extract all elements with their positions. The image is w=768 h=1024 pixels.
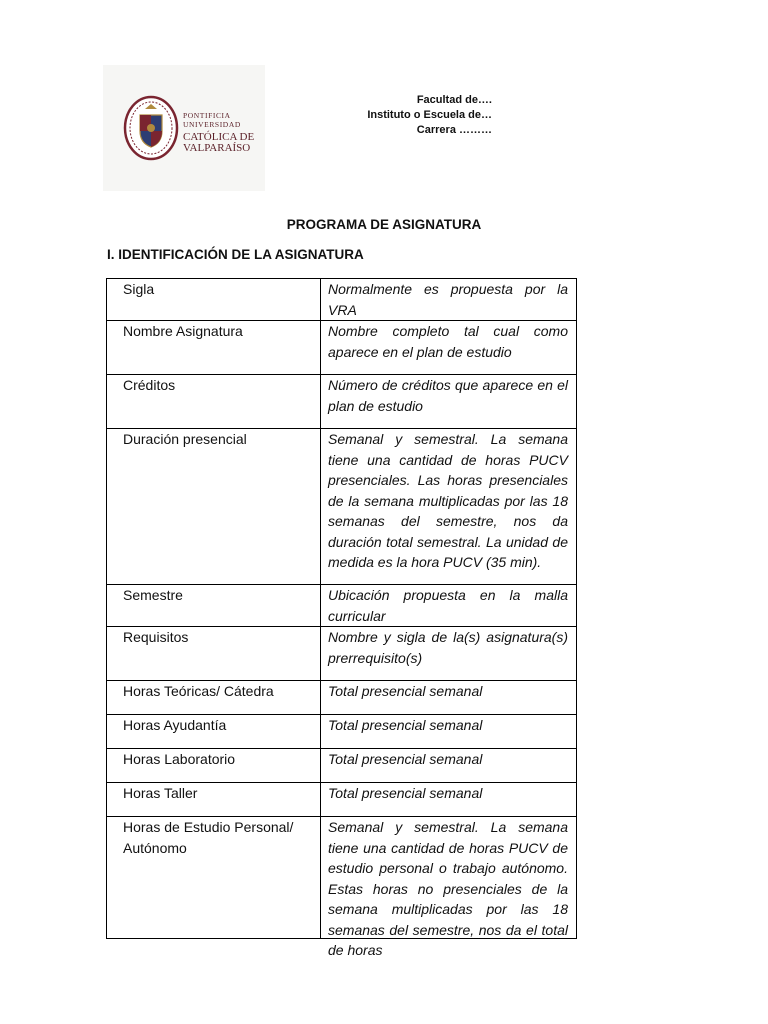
row-value: Total presencial semanal (321, 681, 577, 715)
row-value: Nombre y sigla de la(s) asignatura(s) prerrequisito(s) (321, 627, 577, 681)
facultad-line: Facultad de…. (416, 94, 492, 106)
identification-table (106, 278, 577, 958)
row-value: Número de créditos que aparece en el plan de estudio (321, 375, 577, 429)
document-title: PROGRAMA DE ASIGNATURA (286, 217, 482, 232)
row-label: Requisitos (107, 627, 321, 681)
instituto-line: Instituto o Escuela de… (367, 109, 492, 121)
table-row (107, 321, 577, 375)
row-label: Sigla (107, 279, 321, 321)
row-value: Normalmente es propuesta por la VRA (321, 279, 577, 321)
faculty-header (330, 93, 492, 138)
row-value: Semanal y semestral. La semana tiene una cantidad de horas PUCV presenciales. Las horas presenciales de la semana multiplicadas por las 18 semanas del semestre, nos da duración total semestral. La unidad de medida es la hora PUCV (35 min). (321, 429, 577, 585)
row-label: Horas Laboratorio (107, 749, 321, 783)
row-label: Horas Taller (107, 783, 321, 817)
row-label: Créditos (107, 375, 321, 429)
row-label: Duración presencial (107, 429, 321, 585)
row-label: Semestre (107, 585, 321, 627)
table-row (107, 429, 577, 585)
row-value: Total presencial semanal (321, 715, 577, 749)
row-value: Semanal y semestral. La semana tiene una cantidad de horas PUCV de estudio personal o trabajo autónomo. Estas horas no presenciales de la semana multiplicadas por las 18 semanas del semestre, nos da el total de horas (328, 819, 568, 958)
table-row (107, 375, 577, 429)
table-row (107, 627, 577, 681)
section-heading: I. IDENTIFICACIÓN DE LA ASIGNATURA (107, 247, 364, 262)
university-logo (103, 65, 265, 191)
logo-line-3: CATÓLICA DE (183, 130, 255, 143)
table-row (107, 681, 577, 715)
row-value: Ubicación propuesta en la malla curricular (321, 585, 577, 627)
table-row (107, 585, 577, 627)
row-value: Total presencial semanal (321, 749, 577, 783)
university-seal-icon (123, 95, 179, 161)
row-value: Nombre completo tal cual como aparece en el plan de estudio (321, 321, 577, 375)
logo-line-4: VALPARAÍSO (183, 142, 251, 155)
row-label: Horas Ayudantía (107, 715, 321, 749)
table-row (107, 715, 577, 749)
row-label: Horas de Estudio Personal/ Autónomo (107, 817, 321, 939)
logo-line-1: PONTIFICIA (183, 111, 231, 120)
row-label: Horas Teóricas/ Cátedra (107, 681, 321, 715)
table-row (107, 749, 577, 783)
row-label: Nombre Asignatura (107, 321, 321, 375)
row-value: Total presencial semanal (321, 783, 577, 817)
row-value-cell (321, 817, 577, 958)
table-row (107, 279, 577, 321)
table-row (107, 817, 577, 939)
logo-line-2: UNIVERSIDAD (183, 119, 241, 129)
carrera-line: Carrera ……… (416, 124, 492, 136)
table-row (107, 783, 577, 817)
